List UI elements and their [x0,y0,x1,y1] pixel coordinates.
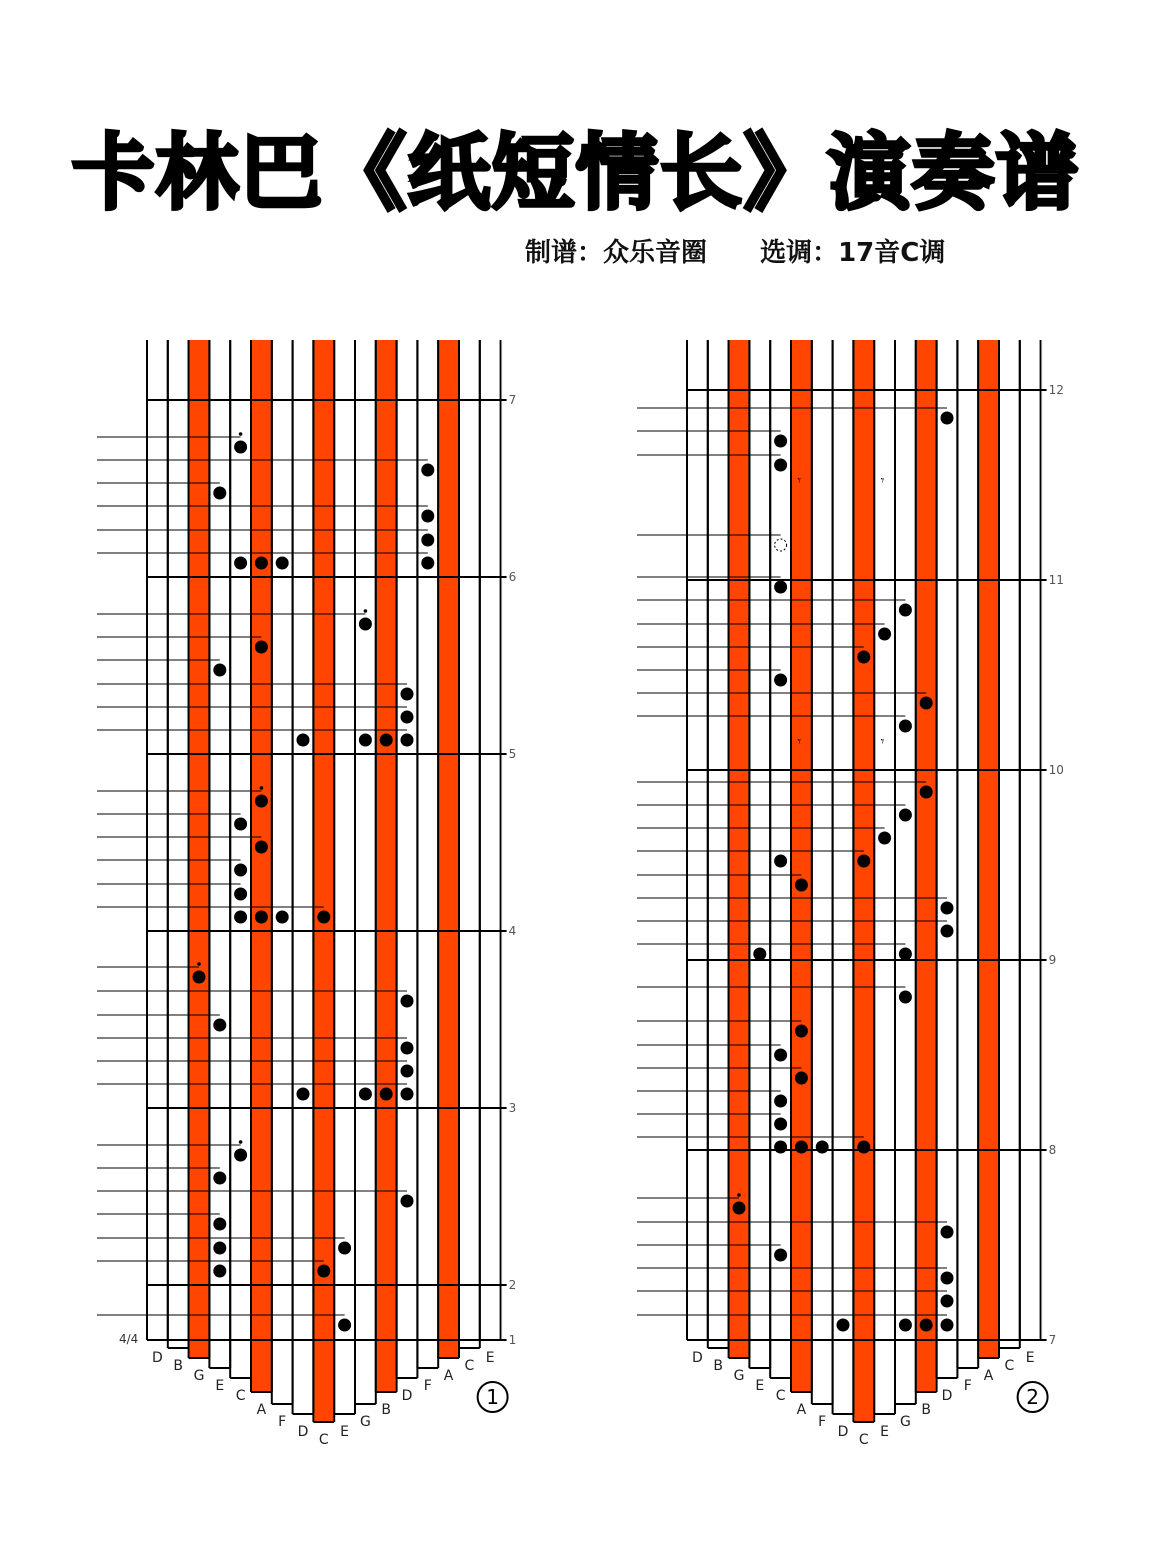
tine-highlight [979,340,998,1358]
note [899,948,912,961]
note [795,1025,808,1038]
score-panel-1 [97,340,516,1448]
note [338,1319,351,1332]
measure-number: 6 [508,570,517,584]
note [899,809,912,822]
note [774,674,787,687]
octave-dot [364,609,368,613]
note [401,995,414,1008]
note [795,1141,808,1154]
note [920,786,933,799]
measure-number: 7 [1048,1333,1057,1347]
score-panel-2 [637,340,1064,1448]
tine-label: E [215,1378,225,1394]
note [193,971,206,984]
note [857,1141,870,1154]
rest-icon: 𝄾 [880,734,885,750]
note [234,557,247,570]
tine-label: D [692,1350,703,1366]
note [359,618,372,631]
note [380,734,393,747]
note [941,1272,954,1285]
note [401,688,414,701]
note [359,734,372,747]
note [255,795,268,808]
tine-highlight [252,340,271,1392]
note [401,711,414,724]
measure-number: 12 [1048,383,1064,397]
note [774,1095,787,1108]
note [795,879,808,892]
note [401,1042,414,1055]
note [276,557,289,570]
tine-highlight [377,340,396,1392]
note [401,1065,414,1078]
note [380,1088,393,1101]
note [213,1019,226,1032]
tine-label: E [880,1424,890,1440]
note [920,1319,933,1332]
note [774,1249,787,1262]
note [941,1226,954,1239]
note [421,557,434,570]
octave-dot [197,962,201,966]
tine-label: F [278,1414,287,1430]
note [857,651,870,664]
note [941,412,954,425]
key-label: 选调：17音C调 [760,238,946,268]
note [795,1072,808,1085]
tine-highlight [190,340,209,1358]
note [899,720,912,733]
octave-dot [260,786,264,790]
note [816,1141,829,1154]
note [941,1319,954,1332]
note [941,1295,954,1308]
note [234,864,247,877]
note [899,991,912,1004]
tine-label: A [443,1368,454,1384]
tine-highlight [854,340,873,1422]
tine-label: E [1025,1350,1035,1366]
note [774,459,787,472]
measure-number: 5 [508,747,517,761]
note [941,902,954,915]
note [213,1172,226,1185]
tine-label: G [193,1368,205,1384]
tine-label: C [235,1388,246,1404]
tine-label: A [983,1368,994,1384]
note [213,1218,226,1231]
tine-label: D [941,1388,953,1404]
note [234,818,247,831]
note [774,855,787,868]
note [774,435,787,448]
tine-label: B [173,1358,184,1374]
tine-highlight [917,340,936,1392]
tine-label: B [381,1402,392,1418]
tine-label: E [485,1350,495,1366]
measure-number: 2 [508,1278,517,1292]
note [213,1242,226,1255]
measure-number: 10 [1048,763,1064,777]
tine-label: D [297,1424,309,1440]
measure-number: 8 [1048,1143,1057,1157]
note [234,888,247,901]
tine-highlight [792,340,811,1392]
page-number: 1 [486,1385,499,1409]
tine-label: D [401,1388,413,1404]
octave-dot [737,1193,741,1197]
note [733,1202,746,1215]
tine-label: C [464,1358,475,1374]
measure-number: 3 [508,1101,517,1115]
tine-label: F [423,1378,432,1394]
note [774,581,787,594]
note [837,1319,850,1332]
note [421,464,434,477]
note [234,1149,247,1162]
measure-number: 7 [508,393,517,407]
note [421,510,434,523]
tine-label: C [775,1388,786,1404]
note [317,1265,330,1278]
time-signature: 4/4 [119,1332,139,1346]
note [234,441,247,454]
note [213,1265,226,1278]
rest-icon: 𝄾 [880,473,885,489]
measure-number: 11 [1048,573,1064,587]
tine-label: E [755,1378,765,1394]
note [774,1141,787,1154]
note [255,841,268,854]
note [753,948,766,961]
note [255,641,268,654]
open-note [775,539,787,551]
note [213,487,226,500]
page-title: 卡林巴《纸短情长》演奏谱 [71,126,1080,221]
note [899,1319,912,1332]
octave-dot [239,432,243,436]
note [920,697,933,710]
tine-label: D [837,1424,849,1440]
tine-label: C [858,1432,869,1448]
note [213,664,226,677]
note [774,1118,787,1131]
tine-label: A [796,1402,807,1418]
measure-number: 4 [508,924,517,938]
note [401,1195,414,1208]
tine-label: E [340,1424,350,1440]
tine-label: G [899,1414,911,1430]
note [878,832,891,845]
note [297,1088,310,1101]
note [401,1088,414,1101]
note [255,557,268,570]
rest-icon: 𝄾 [797,473,802,489]
tine-label: B [713,1358,724,1374]
rest-icon: 𝄾 [797,734,802,750]
measure-number: 9 [1048,953,1057,967]
measure-number: 1 [508,1333,517,1347]
tine-label: C [1004,1358,1015,1374]
note [421,534,434,547]
tine-highlight [314,340,333,1422]
note [234,911,247,924]
note [878,628,891,641]
tine-highlight [439,340,458,1358]
tine-label: G [733,1368,745,1384]
note [774,1049,787,1062]
tine-label: F [818,1414,827,1430]
octave-dot [239,1140,243,1144]
note [857,855,870,868]
note [338,1242,351,1255]
page-number: 2 [1026,1385,1039,1409]
note [359,1088,372,1101]
tine-label: F [963,1378,972,1394]
note [297,734,310,747]
note [276,911,289,924]
note [317,911,330,924]
note [255,911,268,924]
tine-label: G [359,1414,371,1430]
note [401,734,414,747]
tine-label: A [256,1402,267,1418]
tine-label: D [152,1350,163,1366]
tine-label: B [921,1402,932,1418]
arranger-label: 制谱：众乐音圈 [525,238,708,268]
note [941,925,954,938]
note [899,604,912,617]
tine-label: C [318,1432,329,1448]
